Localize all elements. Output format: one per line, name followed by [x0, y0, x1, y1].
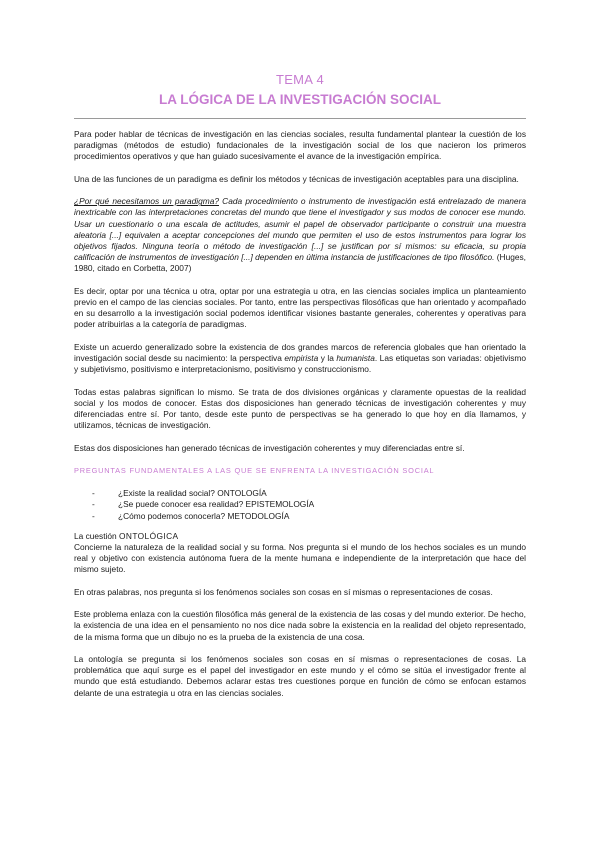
quote-text: Cada procedimiento o instrumento de investigación está entrelazado de manera inextricable con las interpretaciones concretas del mundo que tiene el investigador y sus modos de conocer ese mundo. Usar un cuestionario o una escala de actitudes, asumir el papel de observador participante o construir una muestra aleatoria [...] equivalen a aceptar concepciones del mundo que permiten el uso de estos instrumentos para lograr los objetivos fijados. Ninguna teoría o método de investigación [...] se justifican por sí mismos: su eficacia, su propia calificación de instrumentos de investigación [...] dependen en última instancia de justificaciones de tipo filosófico. [74, 196, 526, 263]
frameworks-text-b: y la [318, 353, 337, 363]
list-item: - ¿Existe la realidad social? ONTOLOGÍA [74, 488, 526, 499]
term-humanista: humanista [336, 353, 375, 363]
paragraph-ontology-4: La ontología se pregunta si los fenómenos sociales son cosas en sí mismas o representaciones de cosas. La problemática que aquí surge es el papel del investigador en este mundo y el cómo se sitúa el investigador frente al mundo que está estudiando. Debemos aclarar estas tres cuestiones porque en función de cómo se enfocan estamos delante de una estrategia u otra en las ciencias sociales. [74, 653, 526, 698]
title-block [0, 72, 600, 109]
paragraph-es-decir: Es decir, optar por una técnica u otra, optar por una estrategia u otra, en las ciencias sociales implica un planteamiento previo en el campo de las ciencias sociales. Por tanto, entre las perspectivas filosóficas que han orientado y acompañado en su desarrollo a la investigación social podemos identificar visiones bastante generales, coherentes y operativas para poder atribuirlas a la categoría de paradigmas. [74, 285, 526, 330]
list-item: - ¿Cómo podemos conocerla? METODOLOGÍA [74, 511, 526, 522]
frameworks-text-c: . Las etiquetas son variadas: objetivismo y subjetivismo, positivismo e interpretacionismo, positivismo y construccionismo. [74, 353, 526, 375]
paragraph-ontology-1: Concierne la naturaleza de la realidad social y su forma. Nos pregunta si el mundo de los hechos sociales es un mundo real y objetivo con existencia autónoma fuera de la mente humana e independiente de la interpretación que hace del mismo sujeto. [74, 542, 526, 575]
paragraph-ontology-2: En otras palabras, nos pregunta si los fenómenos sociales son cosas en sí mismas o representaciones de cosas. [74, 586, 493, 597]
question-text: ¿Por qué necesitamos un paradigma? [74, 196, 219, 207]
document-body [74, 129, 526, 710]
questions-list [74, 488, 526, 522]
paragraph-ontology-3: Este problema enlaza con la cuestión filosófica más general de la existencia de las cosas y del mundo exterior. De hecho, la existencia de una idea en el pensamiento no nos dice nada sobre la existencia en la realidad del objeto representado, de la misma forma que un dibujo no es la prueba de la existencia de una cosa. [74, 609, 526, 642]
paragraph-frameworks [74, 342, 526, 376]
title-divider [74, 118, 526, 119]
term-empirista: empirista [284, 353, 319, 363]
paragraph-paradigm-function: Una de las funciones de un paradigma es definir los métodos y técnicas de investigación aceptables para una disciplina. [74, 173, 519, 184]
paragraph-quote [74, 196, 526, 274]
paragraph-same-meaning: Todas estas palabras significan lo mismo. Se trata de dos divisiones orgánicas y claramente opuestas de la realidad social y los modos de conocer. Estas dos disposiciones han generado técnicas de investigación coherentes y muy diferenciadas entre sí. Por tanto, desde este punto de perspectivas se ha generado lo que hoy en día llamamos, y utilizamos, técnicas de investigación. [74, 386, 526, 431]
paragraph-dispositions: Estas dos disposiciones han generado técnicas de investigación coherentes y muy diferenciadas entre sí. [74, 442, 465, 453]
list-item: - ¿Se puede conocer esa realidad? EPISTEMOLOGÍA [74, 499, 526, 510]
page-title: LA LÓGICA DE LA INVESTIGACIÓN SOCIAL [158, 92, 441, 107]
chapter-label: TEMA 4 [275, 72, 325, 87]
frameworks-text-a: Existe un acuerdo generalizado sobre la existencia de dos grandes marcos de referencia globales que han orientado la investigación social desde su nacimiento: la perspectiva [74, 341, 526, 363]
section-heading: PREGUNTAS FUNDAMENTALES A LAS QUE SE ENFRENTA LA INVESTIGACIÓN SOCIAL [74, 465, 435, 475]
citation-text: (Huges, 1980, citado en Corbetta, 2007) [74, 252, 526, 274]
paragraph-intro: Para poder hablar de técnicas de investigación en las ciencias sociales, resulta fundamental plantear la cuestión de los paradigmas (métodos de estudio) fundacionales de la investigación social de los que nacieron los primeros procedimientos operativos y que han guiado sucesivamente el avance de la investigación empírica. [74, 129, 526, 162]
ontology-heading [74, 531, 526, 542]
ontology-heading-a: La cuestión [74, 530, 119, 541]
ontology-heading-b: ONTOLÓGICA [119, 530, 179, 541]
